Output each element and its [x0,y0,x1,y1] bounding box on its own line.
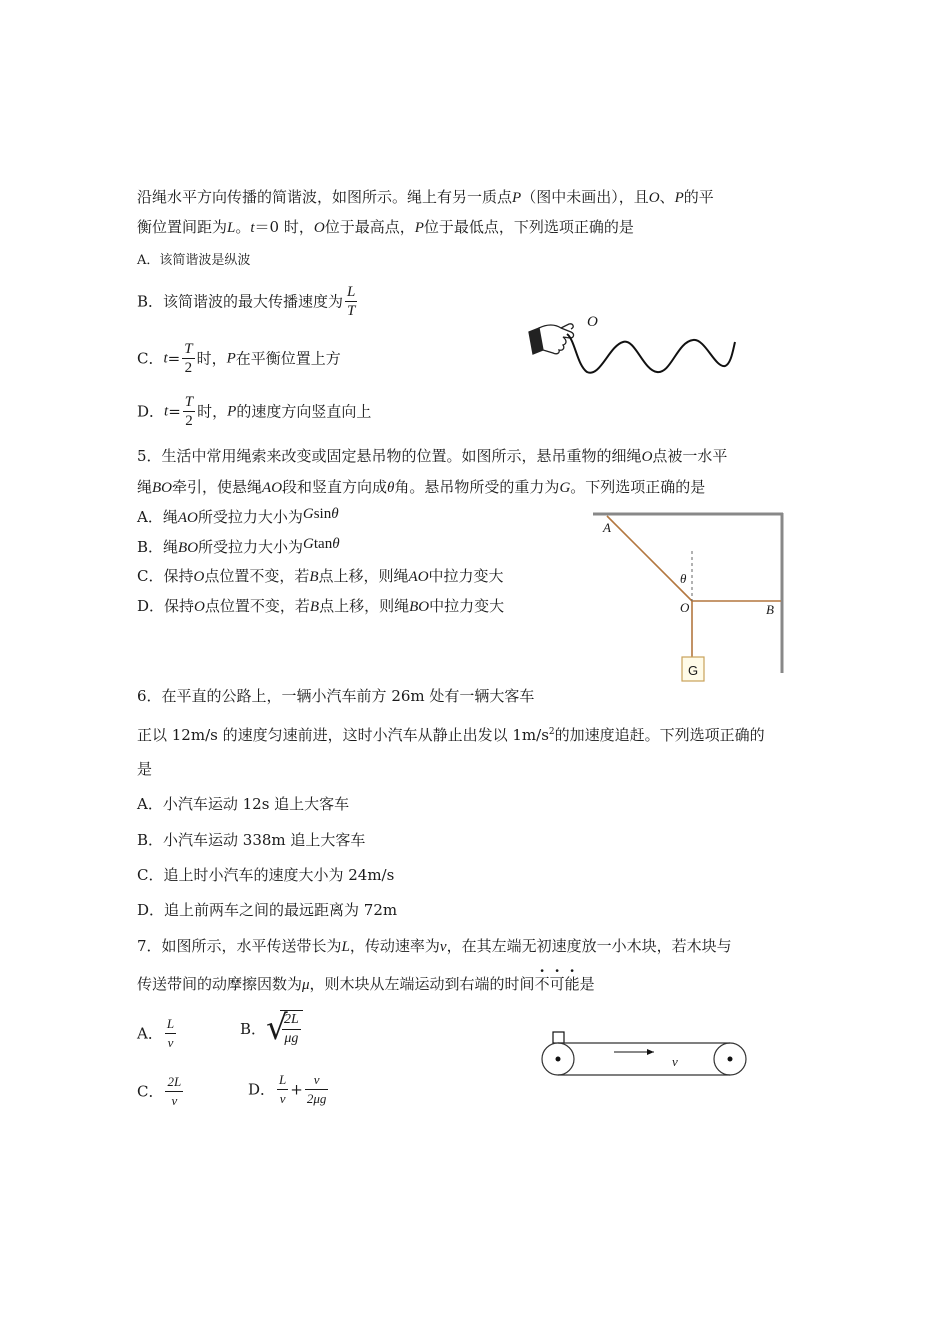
q7-option-d: D． $\frac{L}{v}$ + $\frac{v}{2\mu g}$ [248,1072,327,1106]
wave-curve [567,334,735,373]
q4-option-c: C．t= $\frac{T}{2}$ 时，P在平衡位置上方 [137,341,341,376]
label-O: O [680,600,690,615]
velocity-arrow-icon [614,1049,654,1055]
q6-stem-line3: 是 [137,760,153,778]
wave-point-O-label: O [587,314,598,330]
label-B: B [766,602,774,617]
q4-stem-line2: 衡位置间距为L。t＝0 时，O位于最高点，P位于最低点，下列选项正确的是 [137,218,634,236]
fraction-T-over-2: $\frac{T}{2}$ [184,394,194,429]
q7-stem-line2: 传送带间的动摩擦因数为μ，则木块从左端运动到右端的时间不可能是 [137,975,595,993]
q7-option-b: B． √ $\frac{2L}{\mu g}$ [240,1010,303,1048]
q7-option-c: C． $\frac{2L}{v}$ [137,1074,182,1108]
sqrt-expression: √ $\frac{2L}{\mu g}$ [266,1010,303,1048]
q5-option-d: D．保持O点位置不变，若B点上移，则绳BO中拉力变大 [137,597,505,615]
q5-option-b: B．绳BO所受拉力大小为Gtanθ [137,536,340,556]
q6-stem-line2: 正以 12m/s 的速度匀速前进，这时小汽车从静止出发以 $1m/s^2$的加速度追赶。下列选项正确的 [137,726,765,744]
fraction-T-over-2: $\frac{T}{2}$ [184,341,193,376]
q4-stem-line1: 沿绳水平方向传播的简谐波，如图所示。绳上有另一质点P（图中未画出），且O、P的平 [137,188,714,206]
q6-option-c: C．追上时小汽车的速度大小为 24m/s [137,866,395,884]
q6-option-a: A．小汽车运动 12s 追上大客车 [137,795,350,813]
q6-stem-line1: 6．在平直的公路上，一辆小汽车前方 26m 处有一辆大客车 [137,687,535,705]
label-A: A [603,520,611,535]
q5-option-a: A．绳AO所受拉力大小为Gsinθ [137,506,339,526]
q4-option-b: B．该简谐波的最大传播速度为 $\frac{L}{T}$ [137,284,356,319]
conveyor-figure [538,1028,750,1080]
rope-figure [585,505,790,685]
q4-option-d: D．t= $\frac{T}{2}$ 时，P的速度方向竖直向上 [137,394,372,429]
wave-figure [525,310,745,385]
q7-option-a: A． $\frac{L}{v}$ [137,1016,175,1050]
q5-stem-line2: 绳BO牵引，使悬绳AO段和竖直方向成θ角。悬吊物所受的重力为G。下列选项正确的是 [137,478,706,496]
q6-option-d: D．追上前两车之间的最远距离为 72m [137,901,398,919]
q7-stem-line1: 7．如图所示，水平传送带长为L，传动速率为v，在其左端无初速度放一小木块，若木块与 [137,937,732,955]
q6-option-b: B．小汽车运动 338m 追上大客车 [137,831,366,849]
belt-velocity-label: v [672,1054,678,1069]
wooden-block [553,1032,564,1043]
label-theta: θ [680,571,687,586]
label-G: G [688,663,699,678]
q4-option-a: A．该简谐波是纵波 [137,253,251,268]
q5-stem-line1: 5．生活中常用绳索来改变或固定悬吊物的位置。如图所示，悬吊重物的细绳O点被一水平 [137,447,728,465]
fraction-L-over-T: $\frac{L}{T}$ [347,284,356,319]
q5-option-c: C．保持O点位置不变，若B点上移，则绳AO中拉力变大 [137,567,504,585]
hand-icon [529,324,574,354]
